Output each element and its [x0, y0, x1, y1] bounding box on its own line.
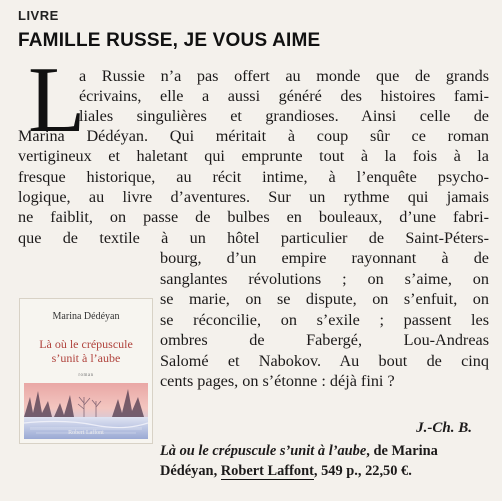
drop-cap: L [28, 48, 86, 152]
cover-title-line: s’unit à l’aube [51, 351, 121, 365]
body-line: a Russie n’a pas offert au monde que de grands [79, 67, 489, 85]
body-line: liales singulières et grandioses. Ainsi celle de [79, 107, 489, 125]
body-line: sanglantes révolutions ; on s’aime, on [160, 270, 489, 288]
reference-author: , de Marina Dédéyan, [160, 443, 438, 479]
section-label: LIVRE [18, 8, 59, 23]
body-line: fresque historique, au récit intime, à l’enquête psycho- [18, 168, 489, 186]
body-line: bourg, d’un empire rayonnant à de [160, 249, 489, 267]
body-line: Salomé et Nabokov. Au bout de cinq [160, 352, 489, 370]
body-line: logique, au livre d’aventures. Sur un rythme qui jamais [18, 188, 489, 206]
book-cover-image [19, 298, 153, 444]
body-line: écrivains, elle a aussi généré des histoires fami- [79, 87, 489, 105]
author-signature: J.-Ch. B. [416, 420, 472, 436]
body-line: ombres de Fabergé, Lou-Andreas [160, 331, 489, 349]
body-line: cents pages, on s’étonne : déjà fini ? [160, 372, 395, 390]
publisher-name: Robert Laffont [220, 463, 314, 479]
body-line: se réconcilie, on s’exile ; passent les [160, 311, 489, 329]
body-line: vertigineux et haletant qui emprunte tout à la fois à la [18, 147, 489, 165]
reference-details: , 549 p., 22,50 €. [313, 463, 412, 479]
cover-author: Marina Dédéyan [52, 311, 120, 322]
body-line: que de textile à un hôtel particulier de Saint-Péters- [18, 229, 489, 247]
cover-genre: roman [78, 373, 94, 378]
cover-title [20, 337, 152, 365]
book-title: Là ou le crépuscule s’unit à l’aube [160, 443, 367, 459]
body-line: ne faiblit, on passe de bulbes en bouleaux, d’une fabri- [18, 208, 489, 226]
book-reference [160, 441, 480, 481]
headline: FAMILLE RUSSE, JE VOUS AIME [18, 30, 321, 51]
body-line: Marina Dédéyan. Qui méritait à coup sûr ce roman [18, 127, 489, 145]
cover-publisher: Robert Laffont [68, 430, 104, 436]
body-line: se marie, on se dispute, on s’enfuit, on [160, 290, 489, 308]
cover-title-line: Là où le crépuscule [39, 337, 133, 351]
